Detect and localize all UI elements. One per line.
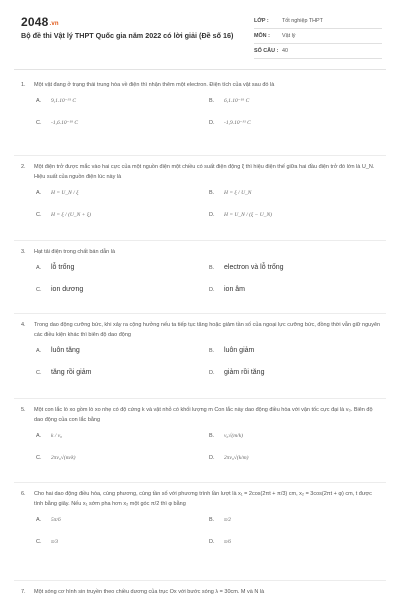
answer-option-d[interactable] xyxy=(209,204,382,226)
option-text: π/6 xyxy=(224,539,232,545)
answer-option-a[interactable] xyxy=(36,90,209,112)
answer-option-d[interactable] xyxy=(209,112,382,134)
answer-option-b[interactable] xyxy=(209,340,382,362)
option-letter: D. xyxy=(209,370,215,376)
answer-option-b[interactable] xyxy=(209,182,382,204)
option-letter: C. xyxy=(36,120,42,126)
option-text: H = U_N / (ξ − U_N) xyxy=(224,212,272,218)
option-letter: D. xyxy=(209,455,215,461)
question-5 xyxy=(21,405,381,469)
option-letter: A. xyxy=(36,265,42,271)
question-text: Hạt tải điện trong chất bán dẫn là xyxy=(34,249,116,255)
question-6 xyxy=(21,489,381,553)
page-title: Bộ đề thi Vật lý THPT Quốc gia năm 2022 có lời giải (Đề số 16) xyxy=(21,31,234,40)
option-text: π/3 xyxy=(51,539,59,545)
question-2 xyxy=(21,162,381,226)
answer-option-d[interactable] xyxy=(209,279,382,301)
question-text: Trong dao động cưỡng bức, khi xảy ra cộng hưởng nếu ta tiếp tục tăng hoặc giảm tần số của ngoại lực cưỡng bức, đồng thời vẫn giữ nguyên các điều kiện khác thì biên độ dao động xyxy=(34,322,381,338)
option-text: -1,6.10⁻¹⁹ C xyxy=(51,120,79,126)
option-text: ion dương xyxy=(51,286,84,293)
option-text: lỗ trống xyxy=(51,264,75,271)
option-text: v₀√(m/k) xyxy=(224,433,243,439)
question-number: 6. xyxy=(21,491,26,497)
question-text: Cho hai dao động điều hòa, cùng phương, cùng tần số với phương trình lần lượt là x₁ = 2cos(2πt + π/3) cm, x₂ = 3cos(2πt + φ) cm, t được tính bằng giây. Nếu x₁ sớm pha hơn x₂ một góc π/2 thì φ bằng xyxy=(34,491,372,507)
option-letter: A. xyxy=(36,348,42,354)
answer-option-a[interactable] xyxy=(36,340,209,362)
answer-option-d[interactable] xyxy=(209,531,382,553)
site-logo[interactable]: 2048.vn xyxy=(21,15,59,29)
option-letter: D. xyxy=(209,212,215,218)
answer-option-d[interactable] xyxy=(209,362,382,384)
answer-option-b[interactable] xyxy=(209,425,382,447)
meta-value: Vật lý xyxy=(282,33,296,39)
answer-option-a[interactable] xyxy=(36,182,209,204)
answer-option-a[interactable] xyxy=(36,257,209,279)
option-text: giảm rồi tăng xyxy=(224,369,265,376)
option-letter: D. xyxy=(209,120,215,126)
option-letter: D. xyxy=(209,287,215,293)
option-letter: D. xyxy=(209,539,215,545)
meta-value: 40 xyxy=(282,48,288,54)
answer-option-c[interactable] xyxy=(36,112,209,134)
question-divider xyxy=(14,398,386,399)
header-divider xyxy=(14,69,386,70)
question-divider xyxy=(14,482,386,483)
answer-option-c[interactable] xyxy=(36,531,209,553)
question-number: 1. xyxy=(21,82,26,88)
answer-option-b[interactable] xyxy=(209,257,382,279)
question-3 xyxy=(21,247,381,301)
option-text: 2πv₀√(k/m) xyxy=(224,455,249,461)
answer-option-c[interactable] xyxy=(36,362,209,384)
question-number: 2. xyxy=(21,164,26,170)
answer-option-b[interactable] xyxy=(209,90,382,112)
question-text: Một con lắc lò xo gồm lò xo nhẹ có độ cứng k và vật nhỏ có khối lượng m Con lắc này dao động điều hòa với vận tốc cực đại là v₀. Biên độ dao động của con lắc bằng xyxy=(34,407,373,423)
option-letter: B. xyxy=(209,433,215,439)
option-letter: B. xyxy=(209,348,215,354)
meta-value: Tốt nghiệp THPT xyxy=(282,18,323,24)
answer-option-c[interactable] xyxy=(36,279,209,301)
option-letter: A. xyxy=(36,433,42,439)
option-text: k / v₀ xyxy=(51,433,63,439)
option-letter: B. xyxy=(209,190,215,196)
option-text: -1,9.10⁻³¹ C xyxy=(224,120,251,126)
option-text: H = ξ / (U_N + ξ) xyxy=(51,212,91,218)
answer-option-a[interactable] xyxy=(36,425,209,447)
meta-row-count xyxy=(254,44,382,59)
question-number: 3. xyxy=(21,249,26,255)
option-letter: C. xyxy=(36,370,42,376)
option-letter: C. xyxy=(36,287,42,293)
option-letter: B. xyxy=(209,265,215,271)
option-text: H = ξ / U_N xyxy=(224,190,252,196)
option-letter: B. xyxy=(209,517,215,523)
question-divider xyxy=(14,313,386,314)
option-letter: A. xyxy=(36,517,42,523)
question-number: 4. xyxy=(21,322,26,328)
option-letter: A. xyxy=(36,190,42,196)
question-7 xyxy=(21,587,381,597)
question-divider xyxy=(14,240,386,241)
meta-label: SỐ CÂU : xyxy=(254,48,279,54)
question-text: Một vật đang ở trạng thái trung hòa về điện thì nhận thêm một electron. Điện tích của vật sau đó là xyxy=(34,82,275,88)
answer-option-c[interactable] xyxy=(36,447,209,469)
answer-option-a[interactable] xyxy=(36,509,209,531)
option-text: luôn tăng xyxy=(51,347,80,354)
answer-option-b[interactable] xyxy=(209,509,382,531)
question-number: 7. xyxy=(21,589,26,595)
question-text: Một điện trở được mắc vào hai cực của một nguồn điện một chiều có suất điện động ξ thì hiệu điện thế giữa hai đầu điện trở đó lớn là U_N. Hiệu suất của nguồn điện lúc này là xyxy=(34,164,375,180)
option-letter: C. xyxy=(36,212,42,218)
answer-option-d[interactable] xyxy=(209,447,382,469)
option-text: ion âm xyxy=(224,286,246,293)
question-number: 5. xyxy=(21,407,26,413)
meta-row-subject xyxy=(254,29,382,44)
option-text: 2πv₀√(m/k) xyxy=(51,455,76,461)
question-text: Một sóng cơ hình sin truyền theo chiều dương của trục Ox với bước sóng λ = 30cm. M và N là xyxy=(34,589,265,595)
option-text: π/2 xyxy=(224,517,232,523)
option-letter: A. xyxy=(36,98,42,104)
meta-row-grade xyxy=(254,14,382,29)
option-text: 9,1.10⁻³¹ C xyxy=(51,98,76,104)
question-divider xyxy=(14,155,386,156)
option-letter: B. xyxy=(209,98,215,104)
meta-label: MÔN : xyxy=(254,33,270,39)
option-text: tăng rồi giảm xyxy=(51,369,92,376)
question-1 xyxy=(21,80,381,134)
answer-option-c[interactable] xyxy=(36,204,209,226)
option-letter: C. xyxy=(36,539,42,545)
option-text: electron và lỗ trống xyxy=(224,264,284,271)
option-letter: C. xyxy=(36,455,42,461)
option-text: luôn giảm xyxy=(224,347,255,354)
meta-label: LỚP : xyxy=(254,18,269,24)
question-4 xyxy=(21,320,381,384)
option-text: H = U_N / ξ xyxy=(51,190,79,196)
question-divider xyxy=(14,580,386,581)
option-text: 5π/6 xyxy=(51,517,61,523)
exam-meta-table xyxy=(254,14,382,59)
option-text: 6,1.10⁻¹⁹ C xyxy=(224,98,250,104)
